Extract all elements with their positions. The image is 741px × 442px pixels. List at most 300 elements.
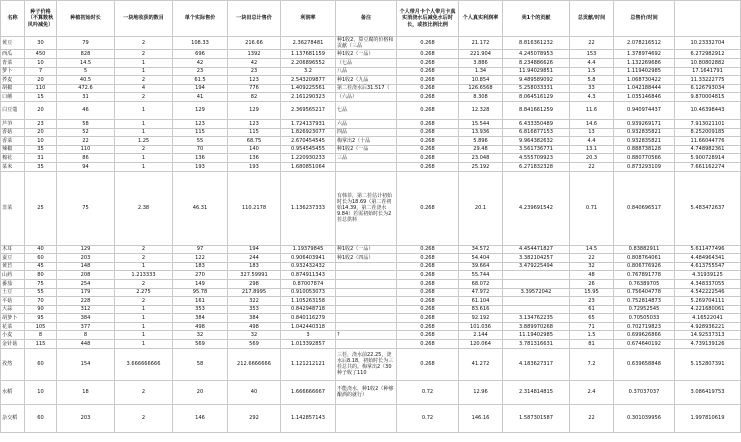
table-cell[interactable]: 4.16522041: [675, 314, 741, 323]
table-cell[interactable]: 65: [570, 314, 614, 323]
table-cell[interactable]: 23: [228, 67, 281, 76]
table-cell[interactable]: 0.808764061: [614, 254, 675, 263]
table-cell[interactable]: 11.33222775: [675, 76, 741, 85]
table-cell[interactable]: 2.314814815: [503, 380, 570, 404]
table-cell[interactable]: 12.328: [459, 101, 503, 119]
note-cell[interactable]: [336, 404, 397, 432]
table-cell[interactable]: 0.268: [397, 145, 459, 154]
table-cell[interactable]: 2.36278481: [281, 37, 336, 50]
table-cell[interactable]: 203: [57, 404, 115, 432]
table-cell[interactable]: 1.035146846: [614, 93, 675, 102]
table-cell[interactable]: 208: [57, 271, 115, 280]
table-cell[interactable]: 92.192: [459, 314, 503, 323]
table-cell[interactable]: 4.245078953: [503, 50, 570, 59]
table-cell[interactable]: 11.19402985: [503, 331, 570, 340]
table-cell[interactable]: 40.5: [57, 76, 115, 85]
table-cell[interactable]: 2.206896552: [281, 59, 336, 68]
crop-name-cell[interactable]: 金针菇: [1, 340, 25, 349]
crop-name-cell[interactable]: 山药: [1, 271, 25, 280]
table-cell[interactable]: 1.220930233: [281, 154, 336, 163]
table-cell[interactable]: 0.268: [397, 101, 459, 119]
note-cell[interactable]: 六品: [336, 119, 397, 128]
table-cell[interactable]: 1: [115, 305, 173, 314]
table-cell[interactable]: 0.888738128: [614, 145, 675, 154]
crop-name-cell[interactable]: 花菜: [1, 322, 25, 331]
table-cell[interactable]: 221.904: [459, 50, 503, 59]
table-cell[interactable]: 13.936: [459, 128, 503, 137]
table-cell[interactable]: 0.72: [397, 380, 459, 404]
table-cell[interactable]: 1.587301587: [503, 404, 570, 432]
table-cell[interactable]: 3.134762235: [503, 314, 570, 323]
table-cell[interactable]: 312: [57, 305, 115, 314]
table-cell[interactable]: 0.268: [397, 162, 459, 171]
table-cell[interactable]: 4.4: [570, 59, 614, 68]
table-cell[interactable]: 2: [115, 37, 173, 50]
table-cell[interactable]: 0.72: [397, 404, 459, 432]
table-cell[interactable]: 0.906403941: [281, 254, 336, 263]
table-cell[interactable]: 4.31939125: [675, 271, 741, 280]
table-cell[interactable]: 0.874911343: [281, 271, 336, 280]
table-cell[interactable]: 3.666666666: [115, 348, 173, 380]
table-cell[interactable]: 12.96: [459, 380, 503, 404]
note-cell[interactable]: [336, 322, 397, 331]
table-cell[interactable]: 1: [115, 59, 173, 68]
table-cell[interactable]: 75: [57, 171, 115, 245]
note-cell[interactable]: 三茬，浇水前22.25，浇水后8.18，初始时长为三茬总共的。梅掌出2（30种子收了110: [336, 348, 397, 380]
table-cell[interactable]: 0.268: [397, 288, 459, 297]
table-cell[interactable]: 60: [25, 254, 57, 263]
note-cell[interactable]: 种1收2（九品: [336, 76, 397, 85]
table-cell[interactable]: 0.268: [397, 305, 459, 314]
table-cell[interactable]: 129: [57, 245, 115, 254]
table-cell[interactable]: 353: [228, 305, 281, 314]
table-cell[interactable]: 34.572: [459, 245, 503, 254]
crop-name-cell[interactable]: 平菇: [1, 297, 25, 306]
table-cell[interactable]: 3.086419753: [675, 380, 741, 404]
table-cell[interactable]: 20.1: [459, 171, 503, 245]
note-cell[interactable]: 七品: [336, 101, 397, 119]
table-cell[interactable]: 82: [228, 93, 281, 102]
table-cell[interactable]: 86: [57, 154, 115, 163]
table-cell[interactable]: 15.95: [570, 288, 614, 297]
table-cell[interactable]: 2: [115, 50, 173, 59]
table-cell[interactable]: 60: [25, 348, 57, 380]
table-cell[interactable]: 6.272982912: [675, 50, 741, 59]
table-cell[interactable]: 15.544: [459, 119, 503, 128]
table-cell[interactable]: 0.268: [397, 322, 459, 331]
table-cell[interactable]: 1.378974692: [614, 50, 675, 59]
table-cell[interactable]: 1.105263158: [281, 297, 336, 306]
note-cell[interactable]: [336, 288, 397, 297]
table-cell[interactable]: 2.543209877: [281, 76, 336, 85]
note-cell[interactable]: 有韩菲，第二茬估计初始时长为18.69（第二茬初始14.39，第二茬浇水9.84）若需初始时长为2茬总供料: [336, 171, 397, 245]
crop-name-cell[interactable]: 萝卜: [1, 67, 25, 76]
table-cell[interactable]: 5.900728914: [675, 154, 741, 163]
crop-name-cell[interactable]: 香菜: [1, 137, 25, 146]
table-cell[interactable]: 41: [173, 93, 228, 102]
table-cell[interactable]: 14.5: [57, 59, 115, 68]
table-cell[interactable]: 90: [25, 305, 57, 314]
table-cell[interactable]: 1: [115, 128, 173, 137]
table-cell[interactable]: 0.873293109: [614, 162, 675, 171]
table-cell[interactable]: 14.6: [570, 119, 614, 128]
table-cell[interactable]: 0.840116279: [281, 314, 336, 323]
table-cell[interactable]: 8: [57, 331, 115, 340]
table-cell[interactable]: 123: [228, 76, 281, 85]
table-cell[interactable]: 4.183627317: [503, 348, 570, 380]
table-cell[interactable]: 217.8995: [228, 288, 281, 297]
table-cell[interactable]: 1: [115, 101, 173, 119]
note-cell[interactable]: 种1收2，算豆腐的价格和贡献（三品: [336, 37, 397, 50]
crop-name-cell[interactable]: 大蒜: [1, 305, 25, 314]
crop-name-cell[interactable]: 水稻: [1, 380, 25, 404]
table-cell[interactable]: [503, 279, 570, 288]
table-cell[interactable]: 14.5: [570, 245, 614, 254]
table-cell[interactable]: 0.702719823: [614, 322, 675, 331]
table-cell[interactable]: 5.611477496: [675, 245, 741, 254]
table-cell[interactable]: 20: [25, 128, 57, 137]
note-cell[interactable]: 八品: [336, 67, 397, 76]
table-cell[interactable]: 4.748982361: [675, 145, 741, 154]
table-cell[interactable]: 0.268: [397, 297, 459, 306]
table-cell[interactable]: 55: [25, 288, 57, 297]
table-cell[interactable]: 569: [228, 340, 281, 349]
crop-name-cell[interactable]: 棉花: [1, 154, 25, 163]
table-cell[interactable]: 80: [25, 271, 57, 280]
table-cell[interactable]: 23: [25, 119, 57, 128]
table-cell[interactable]: 41.272: [459, 348, 503, 380]
table-cell[interactable]: 11.6: [570, 101, 614, 119]
table-cell[interactable]: 1.5: [570, 331, 614, 340]
table-cell[interactable]: 0.954545455: [281, 145, 336, 154]
table-cell[interactable]: 154: [57, 348, 115, 380]
table-cell[interactable]: 3: [281, 331, 336, 340]
crop-name-cell[interactable]: 西瓜: [1, 50, 25, 59]
table-cell[interactable]: 5.258033331: [503, 84, 570, 93]
table-cell[interactable]: 2: [115, 254, 173, 263]
table-cell[interactable]: 450: [25, 50, 57, 59]
table-cell[interactable]: 327.59991: [228, 271, 281, 280]
table-cell[interactable]: 29.48: [459, 145, 503, 154]
table-cell[interactable]: 183: [228, 262, 281, 271]
table-cell[interactable]: 110: [25, 84, 57, 93]
table-cell[interactable]: 4.613755547: [675, 262, 741, 271]
table-cell[interactable]: 1: [115, 322, 173, 331]
note-cell[interactable]: 第二茬浇水后31.517（: [336, 84, 397, 93]
table-cell[interactable]: 1.826923077: [281, 128, 336, 137]
table-cell[interactable]: 70: [25, 297, 57, 306]
table-cell[interactable]: 3.561736771: [503, 145, 570, 154]
table-cell[interactable]: 0.842948718: [281, 305, 336, 314]
table-cell[interactable]: 2.144: [459, 331, 503, 340]
table-cell[interactable]: 20: [25, 101, 57, 119]
table-cell[interactable]: 5.269704111: [675, 297, 741, 306]
table-cell[interactable]: 10: [25, 380, 57, 404]
table-cell[interactable]: 179: [57, 288, 115, 297]
table-cell[interactable]: 377: [57, 322, 115, 331]
header-cell[interactable]: 利润率: [281, 1, 336, 37]
table-cell[interactable]: 3.39572042: [503, 288, 570, 297]
table-cell[interactable]: 7.913021101: [675, 119, 741, 128]
table-cell[interactable]: 14.92537313: [675, 331, 741, 340]
table-cell[interactable]: 97: [173, 245, 228, 254]
table-cell[interactable]: 4.555709923: [503, 154, 570, 163]
table-cell[interactable]: 0.939269171: [614, 119, 675, 128]
table-cell[interactable]: 183: [173, 262, 228, 271]
table-cell[interactable]: 448: [57, 340, 115, 349]
table-cell[interactable]: 1.724137931: [281, 119, 336, 128]
table-cell[interactable]: 1.25: [115, 137, 173, 146]
table-cell[interactable]: 1.042188444: [614, 84, 675, 93]
table-cell[interactable]: 1: [115, 331, 173, 340]
table-cell[interactable]: 23: [173, 67, 228, 76]
table-cell[interactable]: 61: [570, 305, 614, 314]
table-cell[interactable]: 2: [115, 297, 173, 306]
table-cell[interactable]: 153: [570, 50, 614, 59]
crop-name-cell[interactable]: 孜然: [1, 348, 25, 380]
crop-name-cell[interactable]: 土豆: [1, 288, 25, 297]
table-cell[interactable]: 270: [173, 271, 228, 280]
table-cell[interactable]: 0.301039956: [614, 404, 675, 432]
header-cell[interactable]: 一块地收获的数目: [115, 1, 173, 37]
table-cell[interactable]: 0.70505033: [614, 314, 675, 323]
table-cell[interactable]: 254: [57, 279, 115, 288]
table-cell[interactable]: 10.23332704: [675, 37, 741, 50]
note-cell[interactable]: [336, 305, 397, 314]
crop-name-cell[interactable]: 番茄: [1, 279, 25, 288]
header-cell[interactable]: 个人带月卡个人带月卡真实消浇水后减免水后时长，或按比例比例: [397, 1, 459, 37]
table-cell[interactable]: 0.268: [397, 171, 459, 245]
table-cell[interactable]: 0.76389705: [614, 279, 675, 288]
table-cell[interactable]: 25.192: [459, 162, 503, 171]
table-cell[interactable]: 0.268: [397, 119, 459, 128]
table-cell[interactable]: 47.972: [459, 288, 503, 297]
table-cell[interactable]: 5.896: [459, 137, 503, 146]
table-cell[interactable]: 228: [57, 297, 115, 306]
table-cell[interactable]: 0.756404778: [614, 288, 675, 297]
table-cell[interactable]: 10.46398443: [675, 101, 741, 119]
table-cell[interactable]: 0.37037037: [614, 380, 675, 404]
table-cell[interactable]: 0.268: [397, 254, 459, 263]
table-cell[interactable]: 1.34: [459, 67, 503, 76]
note-cell[interactable]: [336, 271, 397, 280]
table-cell[interactable]: 105: [25, 322, 57, 331]
table-cell[interactable]: [503, 271, 570, 280]
table-cell[interactable]: 0.767891778: [614, 271, 675, 280]
table-cell[interactable]: 0.268: [397, 84, 459, 93]
table-cell[interactable]: 31: [25, 154, 57, 163]
table-cell[interactable]: 212.6666666: [228, 348, 281, 380]
table-cell[interactable]: 0.268: [397, 340, 459, 349]
table-cell[interactable]: 0.268: [397, 245, 459, 254]
table-cell[interactable]: 1.409225561: [281, 84, 336, 93]
table-cell[interactable]: 0.87007874: [281, 279, 336, 288]
header-cell[interactable]: 一块田总计售价: [228, 1, 281, 37]
table-cell[interactable]: 1.142857143: [281, 404, 336, 432]
table-cell[interactable]: 0.268: [397, 154, 459, 163]
table-cell[interactable]: 129: [228, 101, 281, 119]
table-cell[interactable]: 193: [228, 162, 281, 171]
table-cell[interactable]: 68.75: [228, 137, 281, 146]
table-cell[interactable]: 5.152807391: [675, 348, 741, 380]
table-cell[interactable]: 79: [57, 37, 115, 50]
table-cell[interactable]: 13: [570, 128, 614, 137]
table-cell[interactable]: 45: [25, 262, 57, 271]
crop-name-cell[interactable]: 荞麦: [1, 76, 25, 85]
table-cell[interactable]: 108.33: [173, 37, 228, 50]
table-cell[interactable]: 0.932835821: [614, 137, 675, 146]
table-cell[interactable]: 70: [173, 145, 228, 154]
table-cell[interactable]: [503, 305, 570, 314]
table-cell[interactable]: 1: [115, 119, 173, 128]
table-cell[interactable]: 4.4: [570, 137, 614, 146]
table-cell[interactable]: 110: [57, 145, 115, 154]
table-cell[interactable]: 193: [173, 162, 228, 171]
table-cell[interactable]: 0.880770566: [614, 154, 675, 163]
table-cell[interactable]: 11.66044776: [675, 137, 741, 146]
table-cell[interactable]: 2: [115, 245, 173, 254]
table-cell[interactable]: 0.840696517: [614, 171, 675, 245]
table-cell[interactable]: 6.816877153: [503, 128, 570, 137]
table-cell[interactable]: 4.542222546: [675, 288, 741, 297]
table-cell[interactable]: 22: [570, 37, 614, 50]
table-cell[interactable]: 3.886: [459, 59, 503, 68]
table-cell[interactable]: 115: [173, 128, 228, 137]
table-cell[interactable]: 148: [57, 262, 115, 271]
header-cell[interactable]: 单个实际售价: [173, 1, 228, 37]
table-cell[interactable]: 22: [57, 137, 115, 146]
table-cell[interactable]: 8: [25, 331, 57, 340]
table-cell[interactable]: 35: [25, 162, 57, 171]
table-cell[interactable]: 9.489589092: [503, 76, 570, 85]
table-cell[interactable]: [503, 297, 570, 306]
table-cell[interactable]: 298: [228, 279, 281, 288]
note-cell[interactable]: （六品）: [336, 93, 397, 102]
table-cell[interactable]: 35: [25, 145, 57, 154]
header-cell[interactable]: 种子价格（不算数秋风吟减免）: [25, 1, 57, 37]
table-cell[interactable]: 776: [228, 84, 281, 93]
table-cell[interactable]: 0.268: [397, 262, 459, 271]
table-cell[interactable]: 0.72952545: [614, 305, 675, 314]
table-cell[interactable]: 0.639658848: [614, 348, 675, 380]
table-cell[interactable]: 7.2: [570, 348, 614, 380]
table-cell[interactable]: 8.816361232: [503, 37, 570, 50]
table-cell[interactable]: 1.119402985: [614, 67, 675, 76]
table-cell[interactable]: 94: [57, 162, 115, 171]
table-cell[interactable]: 2: [115, 93, 173, 102]
table-cell[interactable]: 4.739139126: [675, 340, 741, 349]
crop-name-cell[interactable]: 小麦: [1, 331, 25, 340]
table-cell[interactable]: 0.674640192: [614, 340, 675, 349]
crop-name-cell[interactable]: 胡椒: [1, 84, 25, 93]
table-cell[interactable]: 58: [173, 348, 228, 380]
table-cell[interactable]: 4.484964341: [675, 254, 741, 263]
table-cell[interactable]: 22: [570, 404, 614, 432]
table-cell[interactable]: 0.268: [397, 128, 459, 137]
table-cell[interactable]: 6.126793034: [675, 84, 741, 93]
table-cell[interactable]: 292: [228, 404, 281, 432]
table-cell[interactable]: 32: [570, 262, 614, 271]
note-cell[interactable]: ?: [336, 331, 397, 340]
table-cell[interactable]: 194: [173, 84, 228, 93]
table-cell[interactable]: 1.997810619: [675, 404, 741, 432]
table-cell[interactable]: 22: [570, 254, 614, 263]
table-cell[interactable]: 353: [173, 305, 228, 314]
table-cell[interactable]: 6.433350489: [503, 119, 570, 128]
table-cell[interactable]: 39.664: [459, 262, 503, 271]
table-cell[interactable]: 55.744: [459, 271, 503, 280]
note-cell[interactable]: 种1收2（四品）: [336, 254, 397, 263]
table-cell[interactable]: 17.1641791: [675, 67, 741, 76]
table-cell[interactable]: 1.19379845: [281, 245, 336, 254]
table-cell[interactable]: 5.483472637: [675, 171, 741, 245]
table-cell[interactable]: 1: [115, 340, 173, 349]
header-cell[interactable]: 备注: [336, 1, 397, 37]
table-cell[interactable]: 244: [228, 254, 281, 263]
note-cell[interactable]: [336, 279, 397, 288]
table-cell[interactable]: 95.78: [173, 288, 228, 297]
table-cell[interactable]: 8.064516129: [503, 93, 570, 102]
table-cell[interactable]: 0.806776926: [614, 262, 675, 271]
header-cell[interactable]: 名称: [1, 1, 25, 37]
table-cell[interactable]: 9.964382632: [503, 137, 570, 146]
table-cell[interactable]: 216.66: [228, 37, 281, 50]
table-cell[interactable]: 33: [570, 84, 614, 93]
table-cell[interactable]: 122: [173, 254, 228, 263]
table-cell[interactable]: 20.3: [570, 154, 614, 163]
table-cell[interactable]: 4: [115, 84, 173, 93]
table-cell[interactable]: 1.121212121: [281, 348, 336, 380]
note-cell[interactable]: 不能浇水，种1收2（种够酿酒的就行）: [336, 380, 397, 404]
table-cell[interactable]: 23: [570, 297, 614, 306]
table-cell[interactable]: 5.8: [570, 76, 614, 85]
header-cell[interactable]: 总售价/时间: [614, 1, 675, 37]
table-cell[interactable]: 1: [115, 314, 173, 323]
table-cell[interactable]: 0.699626866: [614, 331, 675, 340]
table-cell[interactable]: 54.404: [459, 254, 503, 263]
table-cell[interactable]: 9.870004815: [675, 93, 741, 102]
table-cell[interactable]: 146: [173, 404, 228, 432]
table-cell[interactable]: 1392: [228, 50, 281, 59]
table-cell[interactable]: 15: [25, 93, 57, 102]
table-cell[interactable]: 161: [173, 297, 228, 306]
table-cell[interactable]: 8.234886626: [503, 59, 570, 68]
table-cell[interactable]: 115: [228, 128, 281, 137]
table-cell[interactable]: 2.4: [570, 380, 614, 404]
table-cell[interactable]: 18: [57, 380, 115, 404]
table-cell[interactable]: 0.268: [397, 137, 459, 146]
table-cell[interactable]: 48: [570, 271, 614, 280]
table-cell[interactable]: 3.382104257: [503, 254, 570, 263]
table-cell[interactable]: 4.348337055: [675, 279, 741, 288]
crop-name-cell[interactable]: 木耳: [1, 245, 25, 254]
table-cell[interactable]: 52: [57, 128, 115, 137]
table-cell[interactable]: 1: [115, 162, 173, 171]
table-cell[interactable]: 46.31: [173, 171, 228, 245]
table-cell[interactable]: 3.479225494: [503, 262, 570, 271]
table-cell[interactable]: 1: [115, 154, 173, 163]
table-cell[interactable]: 1: [115, 262, 173, 271]
table-cell[interactable]: 384: [57, 314, 115, 323]
table-cell[interactable]: 11.94029851: [503, 67, 570, 76]
table-cell[interactable]: 42: [228, 59, 281, 68]
table-cell[interactable]: 3.2: [281, 67, 336, 76]
table-cell[interactable]: 0.268: [397, 59, 459, 68]
table-cell[interactable]: 2.670454545: [281, 137, 336, 146]
table-cell[interactable]: 1: [115, 67, 173, 76]
note-cell[interactable]: 四品: [336, 128, 397, 137]
crop-name-cell[interactable]: 白豆蔻: [1, 101, 25, 119]
